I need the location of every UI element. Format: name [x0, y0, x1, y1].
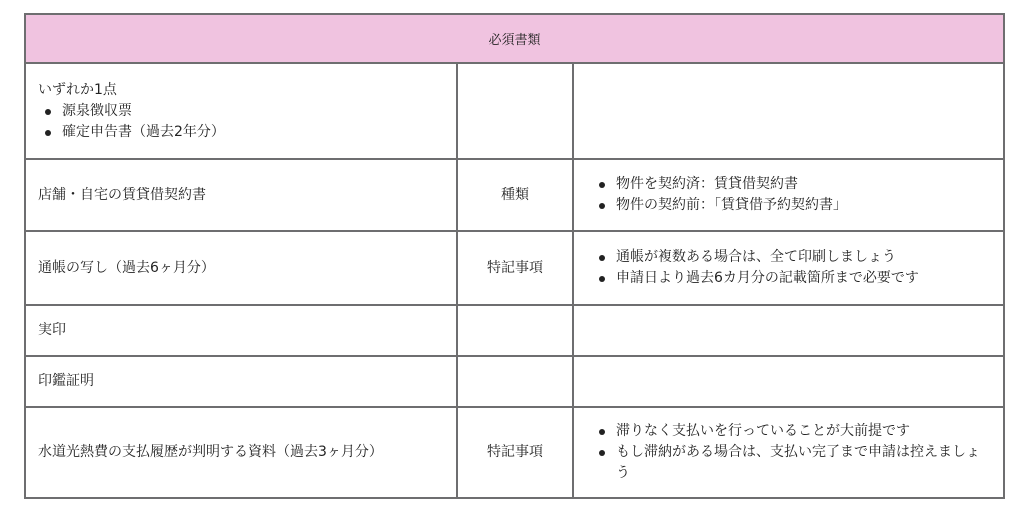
notes-cell — [572, 408, 1003, 497]
table-row — [26, 304, 1003, 355]
type-cell — [456, 408, 572, 497]
required-documents-table — [24, 13, 1005, 499]
table-row — [26, 62, 1003, 158]
list-item: 物件の契約前：｢賃貸借予約契約書｣ — [592, 195, 1003, 216]
table-row — [26, 230, 1003, 304]
list-item: 物件を契約済：賃貸借契約書 — [592, 174, 1003, 195]
document-label: 通帳の写し（過去6ヶ月分） — [38, 259, 215, 276]
table-header — [26, 15, 1003, 62]
notes-cell — [572, 306, 1003, 355]
type-label: 特記事項 — [487, 259, 543, 276]
notes-list — [592, 174, 1003, 216]
table-row — [26, 406, 1003, 497]
list-item: 申請日より過去6カ月分の記載箇所まで必要です — [592, 268, 1003, 289]
type-cell — [456, 232, 572, 304]
document-cell — [26, 232, 456, 304]
type-cell — [456, 357, 572, 406]
document-options-list — [38, 101, 456, 143]
document-label: 水道光熱費の支払履歴が判明する資料（過去3ヶ月分） — [38, 444, 383, 460]
table-row — [26, 158, 1003, 230]
notes-cell — [572, 160, 1003, 230]
type-cell — [456, 64, 572, 158]
notes-cell — [572, 64, 1003, 158]
list-item: 源泉徴収票 — [38, 101, 456, 122]
document-label: 実印 — [38, 322, 66, 338]
list-item: 滞りなく支払いを行っていることが大前提です — [592, 421, 985, 442]
notes-cell — [572, 232, 1003, 304]
document-cell — [26, 64, 456, 158]
document-cell — [26, 306, 456, 355]
document-cell — [26, 408, 456, 497]
list-item: 通帳が複数ある場合は、全て印刷しましょう — [592, 247, 1003, 268]
type-cell — [456, 160, 572, 230]
type-label: 種類 — [501, 186, 529, 203]
list-item: もし滞納がある場合は、支払い完了まで申請は控えましょう — [592, 442, 985, 484]
document-label: 店舗・自宅の賃貸借契約書 — [38, 186, 206, 203]
document-cell — [26, 357, 456, 406]
type-cell — [456, 306, 572, 355]
type-label: 特記事項 — [487, 444, 543, 460]
table-row — [26, 355, 1003, 406]
list-item: 確定申告書（過去2年分） — [38, 122, 456, 143]
notes-cell — [572, 357, 1003, 406]
notes-list — [592, 421, 1003, 484]
notes-list — [592, 247, 1003, 289]
table-header-title: 必須書類 — [488, 33, 541, 48]
document-cell — [26, 160, 456, 230]
document-label: 印鑑証明 — [38, 373, 94, 389]
document-label: いずれか1点 — [38, 81, 117, 98]
